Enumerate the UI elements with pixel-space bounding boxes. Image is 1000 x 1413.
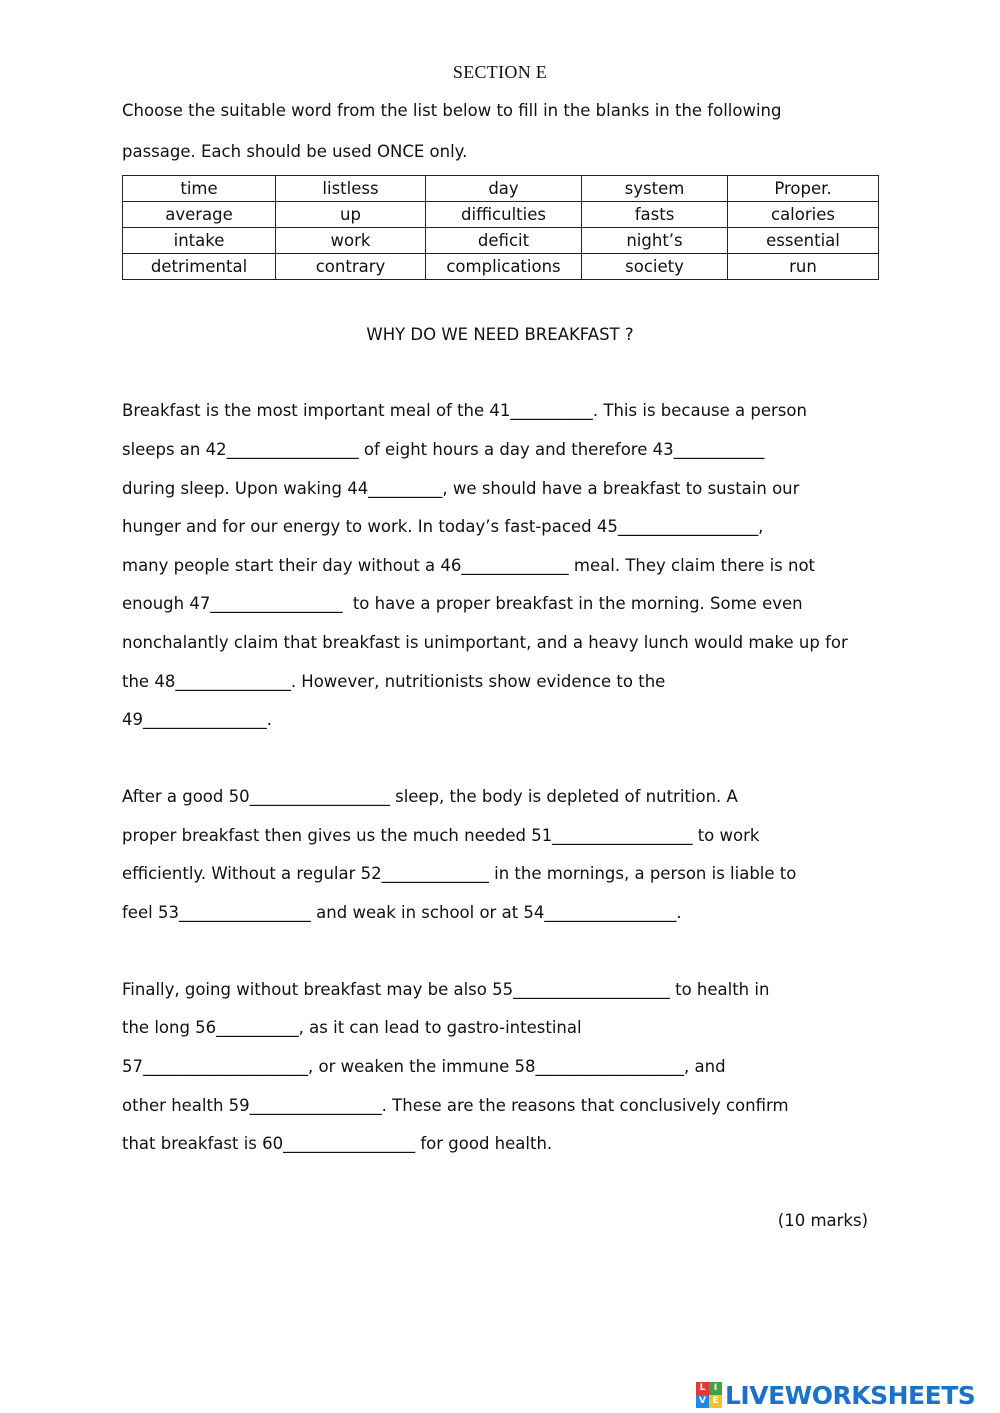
passage-line: during sleep. Upon waking 44_________, we should have a breakfast to sustain our: [122, 479, 800, 498]
word-cell: deficit: [426, 228, 582, 254]
word-cell: fasts: [582, 202, 728, 228]
instructions-line-2: passage. Each should be used ONCE only.: [122, 142, 468, 161]
passage-line: that breakfast is 60________________ for good health.: [122, 1134, 553, 1153]
passage-line: enough 47________________ to have a proper breakfast in the morning. Some even: [122, 594, 803, 613]
passage-line: the long 56__________, as it can lead to gastro-intestinal: [122, 1018, 582, 1037]
marks-label: (10 marks): [777, 1211, 868, 1230]
passage-line: feel 53________________ and weak in school or at 54________________.: [122, 903, 682, 922]
passage-line: 57____________________, or weaken the immune 58__________________, and: [122, 1057, 726, 1076]
word-cell: Proper.: [728, 176, 879, 202]
passage-line: many people start their day without a 46_____________ meal. They claim there is not: [122, 556, 816, 575]
liveworksheets-logo: [696, 1378, 975, 1412]
word-cell: contrary: [276, 254, 426, 280]
word-cell: essential: [728, 228, 879, 254]
passage-line: the 48______________. However, nutritionists show evidence to the: [122, 672, 666, 691]
instructions-line-1: Choose the suitable word from the list below to fill in the blanks in the following: [122, 101, 782, 120]
word-cell: time: [123, 176, 276, 202]
word-row: [123, 176, 879, 202]
passage-title: WHY DO WE NEED BREAKFAST ?: [366, 325, 634, 344]
passage-line: Breakfast is the most important meal of the 41__________. This is because a person: [122, 401, 807, 420]
word-cell: society: [582, 254, 728, 280]
word-cell: complications: [426, 254, 582, 280]
word-list-table: [122, 175, 879, 280]
word-cell: day: [426, 176, 582, 202]
logo-icon: L I V E: [696, 1382, 722, 1408]
word-cell: night’s: [582, 228, 728, 254]
word-cell: work: [276, 228, 426, 254]
passage-line: After a good 50_________________ sleep, the body is depleted of nutrition. A: [122, 787, 738, 806]
word-row: [123, 254, 879, 280]
word-cell: average: [123, 202, 276, 228]
passage-line: efficiently. Without a regular 52_____________ in the mornings, a person is liable to: [122, 864, 797, 883]
passage-line: nonchalantly claim that breakfast is unimportant, and a heavy lunch would make up for: [122, 633, 848, 652]
word-cell: listless: [276, 176, 426, 202]
word-cell: up: [276, 202, 426, 228]
word-cell: calories: [728, 202, 879, 228]
word-cell: intake: [123, 228, 276, 254]
word-row: [123, 228, 879, 254]
passage-line: proper breakfast then gives us the much needed 51_________________ to work: [122, 826, 760, 845]
logo-text: LIVEWORKSHEETS: [725, 1380, 976, 1410]
passage-line: other health 59________________. These are the reasons that conclusively confirm: [122, 1096, 789, 1115]
passage-line: 49_______________.: [122, 710, 272, 729]
passage-line: sleeps an 42________________ of eight hours a day and therefore 43___________: [122, 440, 765, 459]
word-cell: run: [728, 254, 879, 280]
word-row: [123, 202, 879, 228]
word-cell: detrimental: [123, 254, 276, 280]
section-title: SECTION E: [452, 62, 548, 82]
word-cell: difficulties: [426, 202, 582, 228]
passage-line: Finally, going without breakfast may be also 55___________________ to health in: [122, 980, 770, 999]
word-cell: system: [582, 176, 728, 202]
passage-line: hunger and for our energy to work. In today’s fast-paced 45_________________,: [122, 517, 764, 536]
